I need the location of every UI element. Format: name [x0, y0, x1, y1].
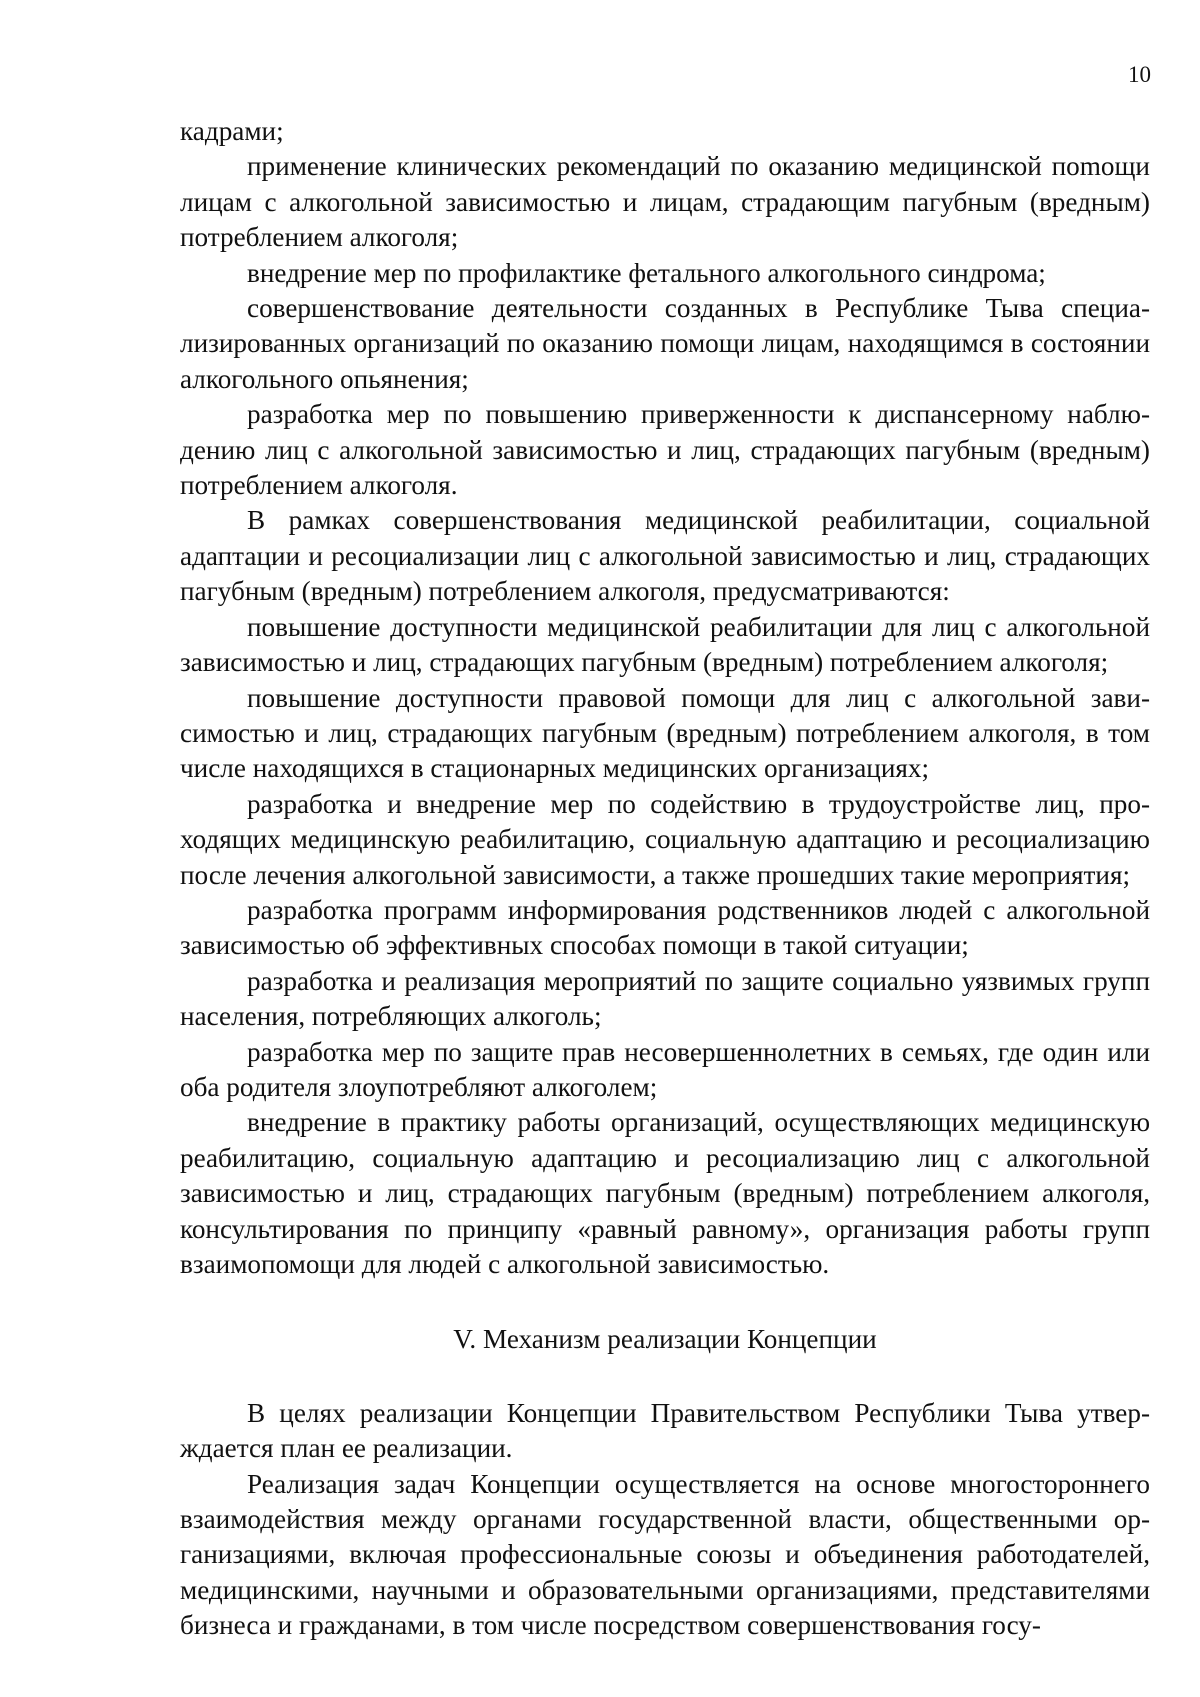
paragraph: В целях реализации Концепции Правительством Республики Тыва утверждается план ее реализации.: [180, 1397, 1150, 1464]
page-number: 10: [1128, 62, 1151, 87]
paragraph: разработка и внедрение мер по содействию в трудоустройстве лиц, проходящих медицинскую реабилитацию, социальную адаптацию и ресоциализацию после лечения алкогольной зависимости, а также прошедших такие мероприятия;: [180, 788, 1150, 890]
section-heading: V. Механизм реализации Концепции: [453, 1324, 877, 1355]
paragraph: разработка мер по защите прав несовершеннолетних в семьях, где один или оба родителя злоупотребляют алкоголем;: [180, 1036, 1150, 1102]
paragraph: повышение доступности медицинской реабилитации для лиц с алкогольной зависимостью и лиц, страдающих пагубным (вредным) потреблением алкоголя;: [180, 611, 1150, 678]
paragraph: В рамках совершенствования медицинской реабилитации, социальной адаптации и ресоциализации лиц с алкогольной зависимостью и лиц, страдающих пагубным (вредным) потреблением алкоголя, предусматриваются:: [180, 505, 1150, 607]
paragraph: кадрами;: [180, 116, 284, 146]
paragraph: совершенствование деятельности созданных в Республике Тыва специализированных организаций по оказанию помощи лицам, находящимся в состоянии алкогольного опьянения;: [180, 293, 1150, 394]
paragraph: разработка и реализация мероприятий по защите социально уязвимых групп населения, потребляющих алкоголь;: [180, 965, 1150, 1032]
paragraph: разработка программ информирования родственников людей с алкогольной зависимостью об эффективных способах помощи в такой ситуации;: [180, 894, 1150, 961]
paragraph: разработка мер по повышению приверженности к диспансерному наблюдению лиц с алкогольной зависимостью и лиц, страдающих пагубным (вредным) потреблением алкоголя.: [180, 399, 1150, 501]
paragraph: внедрение в практику работы организаций, осуществляющих медицинскую реабилитацию, социальную адаптацию и ресоциализацию лиц с алкогольной зависимостью и лиц, страдающих пагубным (вредным) потреблением алкоголя, консультирования по принципу «равный равному», организация работы групп взаимопомощи для людей с алкогольной зависимостью.: [180, 1107, 1150, 1279]
paragraph: применение клинических рекомендаций по оказанию медицинской поmощи лицам с алкогольной зависимостью и лицам, страдающим пагубным (вредным) потреблением алкоголя;: [180, 151, 1150, 253]
paragraph: Реализация задач Концепции осуществляется на основе многостороннего взаимодействия между органами государственной власти, общественными организациями, включая профессиональные союзы и объединения работодателей, медицинскими, научными и образовательными организациями, представителями бизнеса и гражданами, в том числе посредством совершенствования госу-: [180, 1468, 1150, 1641]
document-body: [180, 114, 1150, 1644]
paragraph: повышение доступности правовой помощи для лиц с алкогольной зависимостью и лиц, страдающих пагубным (вредным) потреблением алкоголя, в том числе находящихся в стационарных медицинских организациях;: [180, 682, 1150, 784]
paragraph: внедрение мер по профилактике фетального алкогольного синдрома;: [247, 257, 1046, 288]
